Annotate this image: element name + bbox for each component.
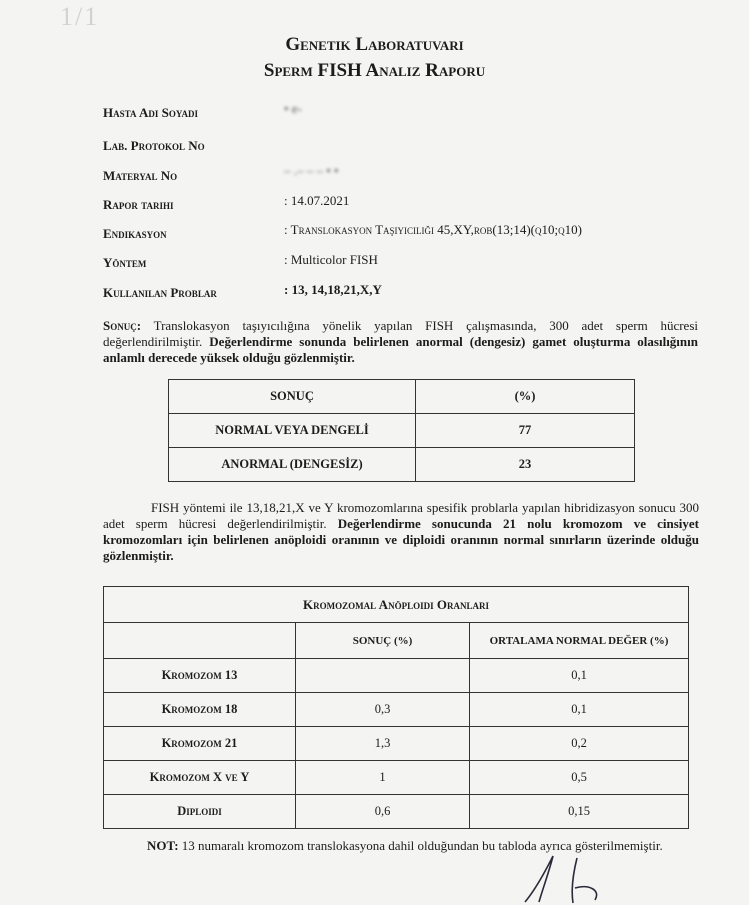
result-label: Sonuç: xyxy=(103,318,142,333)
fish-text: FISH yöntemi ile 13,18,21,X ve Y kromozomlarına spesifik problarla yapılan hibridizasyon sonucu 300 adet sperm hücresi değerlendirilmiştir. xyxy=(103,500,699,531)
table2-row-label: Kromozom 13 xyxy=(104,659,296,693)
table2-row-normal: 0,5 xyxy=(470,761,689,795)
fish-conclusion: Değerlendirme sonucunda 21 nolu kromozom ve cinsiyet kromozomları için belirlenen anöploidi oranının ve diploidi oranının normal sınırların üzerinde olduğu gözlenmiştir. xyxy=(103,516,699,563)
field-value-report-date: : 14.07.2021 xyxy=(284,193,350,208)
field-value-indication: : Translokasyon Taşıyıcılığı 45,XY,rob(13;14)(q10;q10) xyxy=(284,222,582,237)
field-value-probes: : 13, 14,18,21,X,Y xyxy=(284,282,382,297)
report-title-analysis: Sperm FISH Analiz Raporu xyxy=(263,60,486,81)
table1-header-percent: (%) xyxy=(416,380,635,414)
result-conclusion: Değerlendirme sonunda belirlenen anormal (dengesiz) gamet oluşturma olasılığının anlamlı derecede yüksek olduğu gözlenmiştir. xyxy=(103,334,698,365)
table2-row-result: 0,6 xyxy=(296,795,470,829)
field-label-patient-name: Hasta Adı Soyadı xyxy=(103,105,199,120)
field-value-method: : Multicolor FISH xyxy=(284,252,378,267)
table2-row-normal: 0,2 xyxy=(470,727,689,761)
table-row xyxy=(104,761,689,795)
field-label-material-no: Materyal No xyxy=(103,168,178,183)
table-row xyxy=(104,659,689,693)
table1-row-value: 23 xyxy=(416,448,635,482)
table2-row-normal: 0,1 xyxy=(470,693,689,727)
table-row xyxy=(169,448,635,482)
table1-row-label: ANORMAL (DENGESİZ) xyxy=(169,448,416,482)
table2-header-result: SONUÇ (%) xyxy=(296,623,470,659)
table-row xyxy=(169,414,635,448)
note-text: 13 numaralı kromozom translokasyona dahil olduğundan bu tabloda ayrıca gösterilmemiştir. xyxy=(178,838,663,853)
table2-row-normal: 0,1 xyxy=(470,659,689,693)
field-value-material-no xyxy=(284,163,339,179)
field-value-patient-name xyxy=(284,101,302,117)
table2-row-label: Diploidi xyxy=(104,795,296,829)
table-row xyxy=(104,795,689,829)
redacted-patient-name: • e- xyxy=(284,101,302,116)
table-row xyxy=(104,693,689,727)
page-number-watermark: 1/1 xyxy=(60,2,100,31)
signature-image xyxy=(515,850,625,905)
table2-row-label: Kromozom 21 xyxy=(104,727,296,761)
report-title-lab: Genetik Laboratuvari xyxy=(285,34,464,55)
result-text: Translokasyon taşıyıcılığına yönelik yapılan FISH çalışmasında, 300 adet sperm hücresi değerlendirilmiştir. xyxy=(103,318,698,349)
table2-row-result: 1,3 xyxy=(296,727,470,761)
field-label-report-date: Rapor tarihi xyxy=(103,197,174,212)
table1-row-value: 77 xyxy=(416,414,635,448)
fish-paragraph xyxy=(103,500,699,564)
field-label-protocol-no: Lab. Protokol No xyxy=(103,138,205,153)
table2-header-empty xyxy=(104,623,296,659)
table2-row-label: Kromozom X ve Y xyxy=(104,761,296,795)
table1-row-label: NORMAL VEYA DENGELİ xyxy=(169,414,416,448)
table2-row-result: 0,3 xyxy=(296,693,470,727)
table2-row-result xyxy=(296,659,470,693)
note-label: NOT: xyxy=(147,838,179,853)
redacted-material-no: – .– – – • • xyxy=(284,163,339,178)
result-paragraph xyxy=(103,318,698,366)
table2-row-normal: 0,15 xyxy=(470,795,689,829)
table2-row-label: Kromozom 18 xyxy=(104,693,296,727)
gamete-result-table xyxy=(168,379,635,482)
field-label-method: Yöntem xyxy=(103,255,147,270)
table1-header-result: SONUÇ xyxy=(169,380,416,414)
field-label-indication: Endikasyon xyxy=(103,226,167,241)
aneuploidy-table xyxy=(103,586,689,829)
table2-header-normal: ORTALAMA NORMAL DEĞER (%) xyxy=(470,623,689,659)
field-label-probes: Kullanılan Problar xyxy=(103,285,217,300)
table2-row-result: 1 xyxy=(296,761,470,795)
table2-title: Kromozomal Anöploidi Oranları xyxy=(104,587,689,623)
table-row xyxy=(104,727,689,761)
